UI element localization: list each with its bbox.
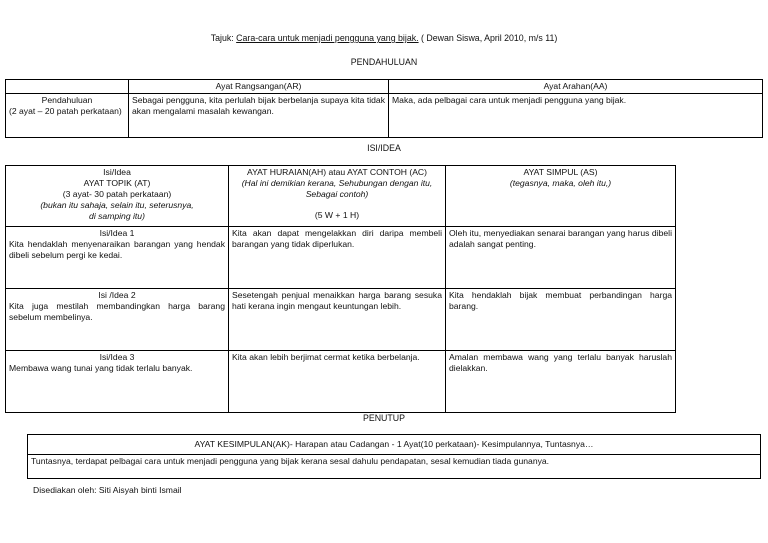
intro-table [5,79,763,138]
body-header-explain-l4: (5 W + 1 H) [314,210,360,220]
table-row [6,351,676,413]
page-title [0,33,768,44]
title-prefix: Tajuk: [210,33,237,43]
row3-topic-cell [6,351,229,413]
table-row [6,227,676,289]
body-header-explain [229,166,446,227]
intro-ar-text: Sebagai pengguna, kita perlulah bijak berbelanja supaya kita tidak akan mengalami masalah kewangan. [129,94,389,138]
body-header-topic [6,166,229,227]
row1-conclude: Oleh itu, menyediakan senarai barangan yang harus dibeli adalah sangat penting. [446,227,676,289]
intro-row-label-cell [6,94,129,138]
intro-header-blank [6,80,129,94]
title-source: ( Dewan Siswa, April 2010, m/s 11) [418,33,558,43]
section-heading-closing: PENUTUP [362,413,406,423]
body-header-topic-l4: (bukan itu sahaja, selain itu, seterusnya, [40,200,194,210]
body-header-explain-l3: Sebagai contoh) [305,189,369,199]
closing-header: AYAT KESIMPULAN(AK)- Harapan atau Cadangan - 1 Ayat(10 perkataan)- Kesimpulannya, Tuntasnya… [28,435,761,455]
body-table [5,165,676,413]
row2-topic-cell [6,289,229,351]
body-header-explain-l1: AYAT HURAIAN(AH) atau AYAT CONTOH (AC) [246,167,428,177]
body-header-explain-l2: (Hal ini demikian kerana, Sehubungan dengan itu, [241,178,433,188]
body-header-topic-l3: (3 ayat- 30 patah perkataan) [62,189,172,199]
row2-explain: Sesetengah penjual menaikkan harga barang sesuka hati kerana ingin mengaut keuntungan lebih. [229,289,446,351]
intro-header-ar: Ayat Rangsangan(AR) [129,80,389,94]
intro-header-aa: Ayat Arahan(AA) [389,80,763,94]
closing-text: Tuntasnya, terdapat pelbagai cara untuk menjadi pengguna yang bijak kerana sesal dahulu pendapatan, sesal kemudian tiada gunanya. [28,455,761,479]
row3-topic: Membawa wang tunai yang tidak terlalu banyak. [9,363,193,373]
row3-label: Isi/Idea 3 [99,352,135,362]
body-header-conclude-l2: (tegasnya, maka, oleh itu,) [509,178,612,188]
row2-label: Isi /Idea 2 [98,290,136,300]
row1-explain: Kita akan dapat mengelakkan diri daripa membeli barangan yang tidak diperlukan. [229,227,446,289]
table-row [6,289,676,351]
section-heading-body: ISI/IDEA [367,143,401,153]
row3-conclude: Amalan membawa wang yang terlalu banyak haruslah dielakkan. [446,351,676,413]
row2-topic: Kita juga mestilah membandingkan harga barang sebelum membelinya. [9,301,225,322]
body-header-topic-l1: Isi/Idea [103,167,131,177]
row1-topic-cell [6,227,229,289]
body-header-topic-l5: di samping itu) [89,211,145,221]
prepared-by: Disediakan oleh: Siti Aisyah binti Ismail [33,485,182,495]
row1-label: Isi/Idea 1 [99,228,135,238]
body-header-topic-l2: AYAT TOPIK (AT) [83,178,151,188]
row2-conclude: Kita hendaklah bijak membuat perbandingan harga barang. [446,289,676,351]
row3-explain: Kita akan lebih berjimat cermat ketika berbelanja. [229,351,446,413]
intro-row-label: Pendahuluan [41,95,93,105]
intro-aa-text: Maka, ada pelbagai cara untuk menjadi pengguna yang bijak. [389,94,763,138]
body-header-conclude [446,166,676,227]
body-header-conclude-l1: AYAT SIMPUL (AS) [523,167,598,177]
title-topic: Cara-cara untuk menjadi pengguna yang bijak. [236,33,419,43]
closing-table [27,434,761,479]
section-heading-intro: PENDAHULUAN [350,57,418,67]
intro-row-sublabel: (2 ayat – 20 patah perkataan) [9,106,122,116]
row1-topic: Kita hendaklah menyenaraikan barangan yang hendak dibeli sebelum pergi ke kedai. [9,239,225,260]
